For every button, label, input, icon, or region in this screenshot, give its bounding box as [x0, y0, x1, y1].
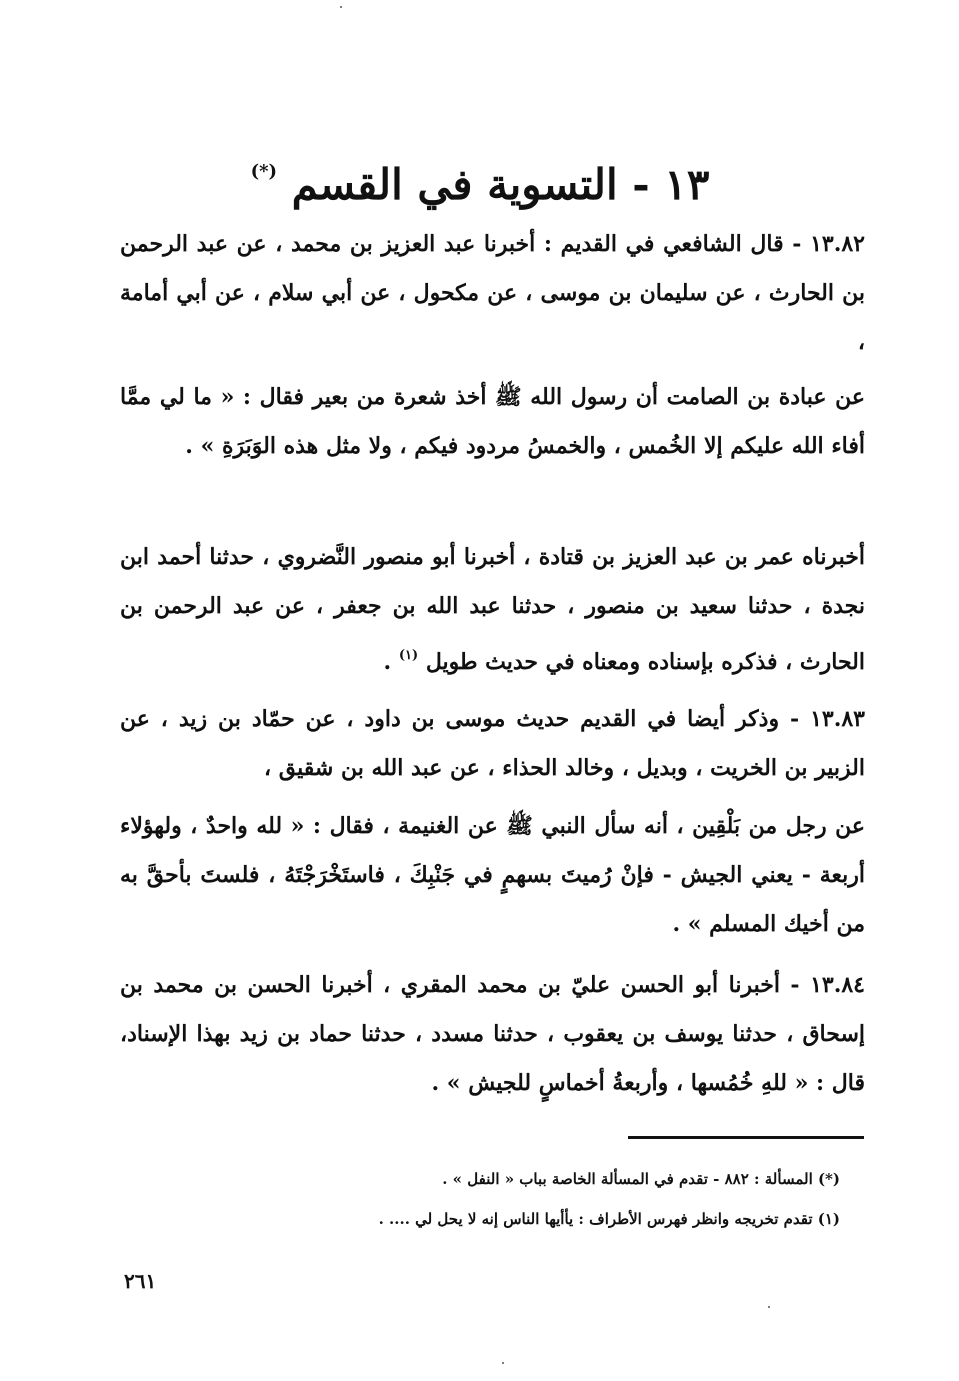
chapter-title [120, 142, 840, 215]
paragraph-13-82-chain: ١٣.٨٢ - قال الشافعي في القديم : أخبرنا عبد العزيز بن محمد ، عن عبد الرحمن بن الحارث ، عن سليمان بن موسى ، عن مكحول ، عن أبي سلام ، عن أبي أمامة ، [120, 231, 865, 355]
chapter-footnote-marker: (*) [250, 161, 278, 182]
paragraph-hadith-balqin: عن رجل من بَلْقِين ، أنه سأل النبي ﷺ عن الغنيمة ، فقال : « لله واحدٌ ، ولهؤلاء أربعة - يعني الجيش - فإنْ رُميتَ بسهمٍ في جَنْبِكَ ، فاستَخْرَجْتَهُ ، فلستَ بأحقَّ به من أخيك المسلم » . [120, 813, 865, 937]
footnote-star: (*) المسألة : ٨٨٢ - تقدم في المسألة الخاصة بباب « النفل » . [442, 1170, 840, 1188]
paragraph-hadith-ubada: عن عبادة بن الصامت أن رسول الله ﷺ أخذ شعرة من بعير فقال : « ما لي ممَّا أفاء الله عليكم إلا الخُمس ، والخمسُ مردود فيكم ، ولا مثل هذه الوَبَرَةِ » . [120, 384, 865, 459]
footnote-divider [628, 1136, 864, 1139]
footnote-reference-1: (١) [398, 648, 419, 663]
scan-speck [768, 1306, 770, 1308]
chapter-title-text: ١٣ - التسوية في القسم [291, 160, 710, 209]
scan-speck [340, 6, 342, 8]
page-number: ٢٦١ [124, 1269, 157, 1293]
paragraph-akhbaranahu-chain: أخبرناه عمر بن عبد العزيز بن قتادة ، أخبرنا أبو منصور النَّضروي ، حدثنا أحمد ابن نجدة ، حدثنا سعيد بن منصور ، حدثنا عبد الله بن جعفر ، عن عبد الرحمن بن الحارث ، فذكره بإسناده ومعناه في حديث طويل $^{(١)}$ . [120, 544, 865, 675]
footnote-1: (١) تقدم تخريجه وانظر فهرس الأطراف : يأأيها الناس إنه لا يحل لي .... . [378, 1210, 840, 1228]
scan-speck [502, 1362, 504, 1364]
paragraph-13-83-chain: ١٣.٨٣ - وذكر أيضا في القديم حديث موسى بن داود ، عن حمّاد بن زيد ، عن الزبير بن الخريت ، وبديل ، وخالد الحذاء ، عن عبد الله بن شقيق ، [120, 706, 865, 781]
paragraph-13-84: ١٣.٨٤ - أخبرنا أبو الحسن عليّ بن محمد المقري ، أخبرنا الحسن بن محمد بن إسحاق ، حدثنا يوسف بن يعقوب ، حدثنا مسدد ، حدثنا حماد بن زيد بهذا الإسناد، قال : « للهِ خُمُسها ، وأربعةُ أخماسٍ للجيش » . [120, 972, 866, 1096]
